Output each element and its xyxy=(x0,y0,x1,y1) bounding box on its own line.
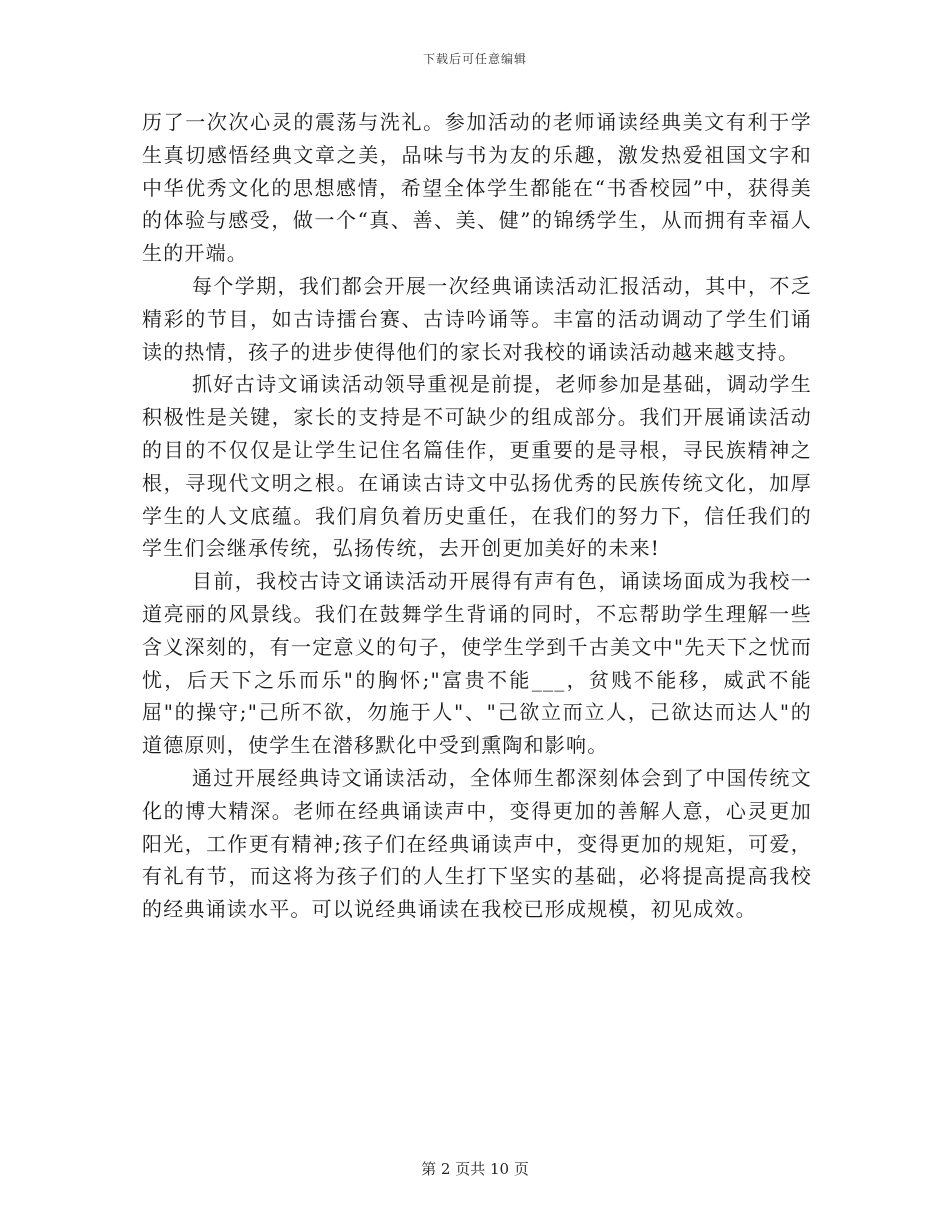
paragraph-1: 历了一次次心灵的震荡与洗礼。参加活动的老师诵读经典美文有利于学生真切感悟经典文章之美，品味与书为友的乐趣，激发热爱祖国文字和中华优秀文化的思想感情，希望全体学生都能在“书香校园”中，获得美的体验与感受，做一个“真、善、美、健”的锦绣学生，从而拥有幸福人生的开端。 xyxy=(142,110,812,266)
page-footer: 第 2 页共 10 页 xyxy=(421,1160,529,1178)
paragraph-4: 目前，我校古诗文诵读活动开展得有声有色，诵读场面成为我校一道亮丽的风景线。我们在鼓舞学生背诵的同时，不忘帮助学生理解一些含义深刻的，有一定意义的句子，使学生学到千古美文中"先天下之忧而忧，后天下之乐而乐"的胸怀;"富贵不能___，贫贱不能移，威武不能屈"的操守;"己所不欲，勿施于人"、"己欲立而立人，己欲达而达人"的道德原则，使学生在潜移默化中受到熏陶和影响。 xyxy=(142,569,812,758)
document-body xyxy=(142,106,812,926)
paragraph-2: 每个学期，我们都会开展一次经典诵读活动汇报活动，其中，不乏精彩的节目，如古诗擂台赛、古诗吟诵等。丰富的活动调动了学生们诵读的热情，孩子的进步使得他们的家长对我校的诵读活动越来越支持。 xyxy=(142,273,812,364)
paragraph-3: 抓好古诗文诵读活动领导重视是前提，老师参加是基础，调动学生积极性是关键，家长的支持是不可缺少的组成部分。我们开展诵读活动的目的不仅仅是让学生记住名篇佳作，更重要的是寻根，寻民族精神之根，寻现代文明之根。在诵读古诗文中弘扬优秀的民族传统文化，加厚学生的人文底蕴。我们肩负着历史重任，在我们的努力下，信任我们的学生们会继承传统，弘扬传统，去开创更加美好的未来! xyxy=(142,372,812,561)
page-header: 下载后可任意编辑 xyxy=(422,52,527,66)
paragraph-5: 通过开展经典诗文诵读活动，全体师生都深刻体会到了中国传统文化的博大精深。老师在经典诵读声中，变得更加的善解人意，心灵更加阳光，工作更有精神;孩子们在经典诵读声中，变得更加的规矩，可爱，有礼有节，而这将为孩子们的人生打下坚实的基础，必将提高提高我校的经典诵读水平。可以说经典诵读在我校已形成规模，初见成效。 xyxy=(142,765,812,922)
